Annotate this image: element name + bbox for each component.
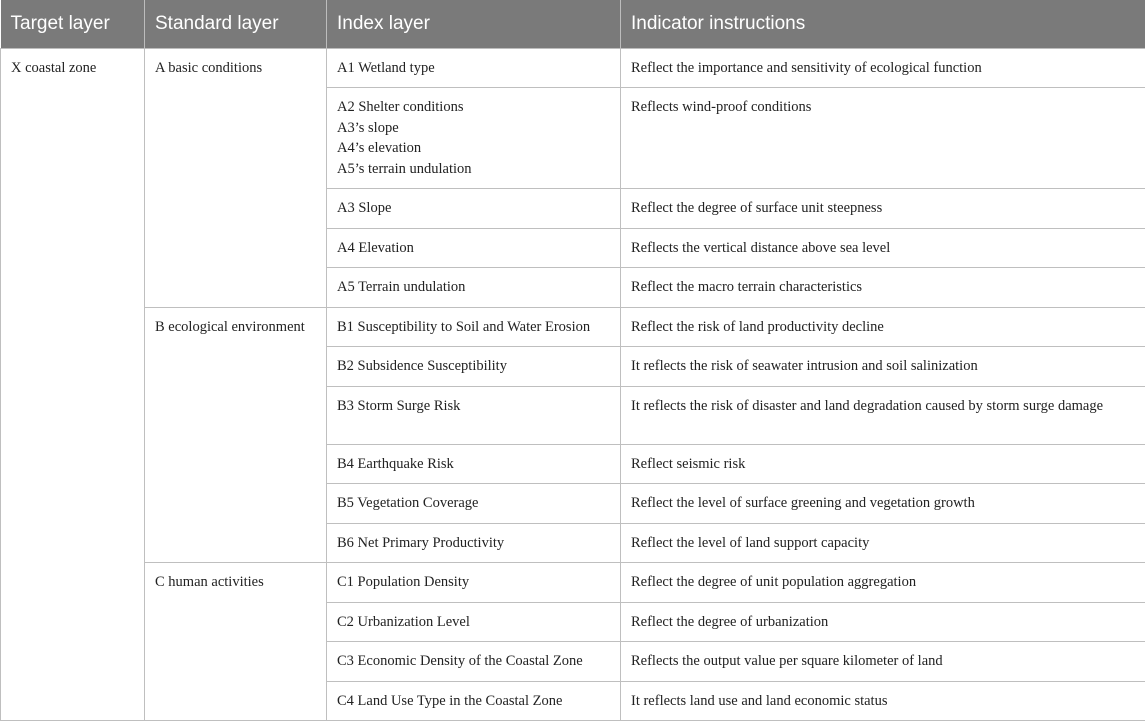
- index-layer-cell: [327, 444, 621, 484]
- index-layer-line: C4 Land Use Type in the Coastal Zone: [337, 691, 610, 712]
- index-layer-cell: [327, 307, 621, 347]
- indicator-instruction-cell: Reflects wind-proof conditions: [621, 88, 1145, 189]
- index-layer-line: A3’s slope: [337, 118, 610, 139]
- index-layer-line: B1 Susceptibility to Soil and Water Erosion: [337, 317, 610, 338]
- table-row: [1, 48, 1145, 88]
- index-layer-line: B3 Storm Surge Risk: [337, 396, 610, 417]
- index-layer-line: C2 Urbanization Level: [337, 612, 610, 633]
- index-layer-cell: [327, 484, 621, 524]
- indicator-instruction-cell: It reflects land use and land economic status: [621, 681, 1145, 721]
- header-standard-layer: Standard layer: [145, 0, 327, 48]
- index-layer-cell: [327, 88, 621, 189]
- header-indicator-instructions: Indicator instructions: [621, 0, 1145, 48]
- standard-layer-cell: A basic conditions: [145, 48, 327, 307]
- index-layer-line: B2 Subsidence Susceptibility: [337, 356, 610, 377]
- index-layer-cell: [327, 189, 621, 229]
- index-layer-cell: [327, 48, 621, 88]
- standard-layer-cell: B ecological environment: [145, 307, 327, 563]
- indicator-instruction-cell: Reflect the degree of urbanization: [621, 602, 1145, 642]
- index-layer-line: C1 Population Density: [337, 572, 610, 593]
- index-layer-line: A3 Slope: [337, 198, 610, 219]
- table-row: [1, 307, 1145, 347]
- index-layer-cell: [327, 642, 621, 682]
- indicator-instruction-cell: Reflect the importance and sensitivity of ecological function: [621, 48, 1145, 88]
- table-header: [1, 0, 1145, 48]
- indicator-instruction-cell: Reflect the level of land support capacity: [621, 523, 1145, 563]
- index-layer-line: A4 Elevation: [337, 238, 610, 259]
- index-layer-cell: [327, 228, 621, 268]
- header-target-layer: Target layer: [1, 0, 145, 48]
- indicator-instruction-cell: Reflect the level of surface greening and vegetation growth: [621, 484, 1145, 524]
- index-layer-cell: [327, 602, 621, 642]
- index-layer-cell: [327, 268, 621, 308]
- indicator-instruction-cell: Reflect the risk of land productivity decline: [621, 307, 1145, 347]
- index-layer-line: A1 Wetland type: [337, 58, 610, 79]
- index-layer-cell: [327, 681, 621, 721]
- indicator-instruction-cell: Reflect the degree of unit population aggregation: [621, 563, 1145, 603]
- index-layer-cell: [327, 563, 621, 603]
- index-layer-line: C3 Economic Density of the Coastal Zone: [337, 651, 610, 672]
- indicator-instruction-cell: It reflects the risk of seawater intrusion and soil salinization: [621, 347, 1145, 387]
- indicator-instruction-cell: Reflect seismic risk: [621, 444, 1145, 484]
- indicator-instruction-cell: Reflects the output value per square kilometer of land: [621, 642, 1145, 682]
- index-layer-line: A4’s elevation: [337, 138, 610, 159]
- target-layer-cell: X coastal zone: [1, 48, 145, 721]
- index-layer-line: B6 Net Primary Productivity: [337, 533, 610, 554]
- standard-layer-cell: C human activities: [145, 563, 327, 721]
- index-layer-line: A2 Shelter conditions: [337, 97, 610, 118]
- header-row: [1, 0, 1145, 48]
- index-layer-line: B4 Earthquake Risk: [337, 454, 610, 475]
- index-layer-cell: [327, 347, 621, 387]
- index-layer-cell: [327, 386, 621, 444]
- table-body: [1, 48, 1145, 721]
- index-layer-line: A5 Terrain undulation: [337, 277, 610, 298]
- table-row: [1, 563, 1145, 603]
- header-index-layer: Index layer: [327, 0, 621, 48]
- index-layer-cell: [327, 523, 621, 563]
- indicator-instruction-cell: Reflect the macro terrain characteristics: [621, 268, 1145, 308]
- indicator-instruction-cell: Reflect the degree of surface unit steepness: [621, 189, 1145, 229]
- indicator-instruction-cell: Reflects the vertical distance above sea level: [621, 228, 1145, 268]
- indicator-instruction-cell: It reflects the risk of disaster and land degradation caused by storm surge damage: [621, 386, 1145, 444]
- index-layer-line: B5 Vegetation Coverage: [337, 493, 610, 514]
- index-layer-line: A5’s terrain undulation: [337, 159, 610, 180]
